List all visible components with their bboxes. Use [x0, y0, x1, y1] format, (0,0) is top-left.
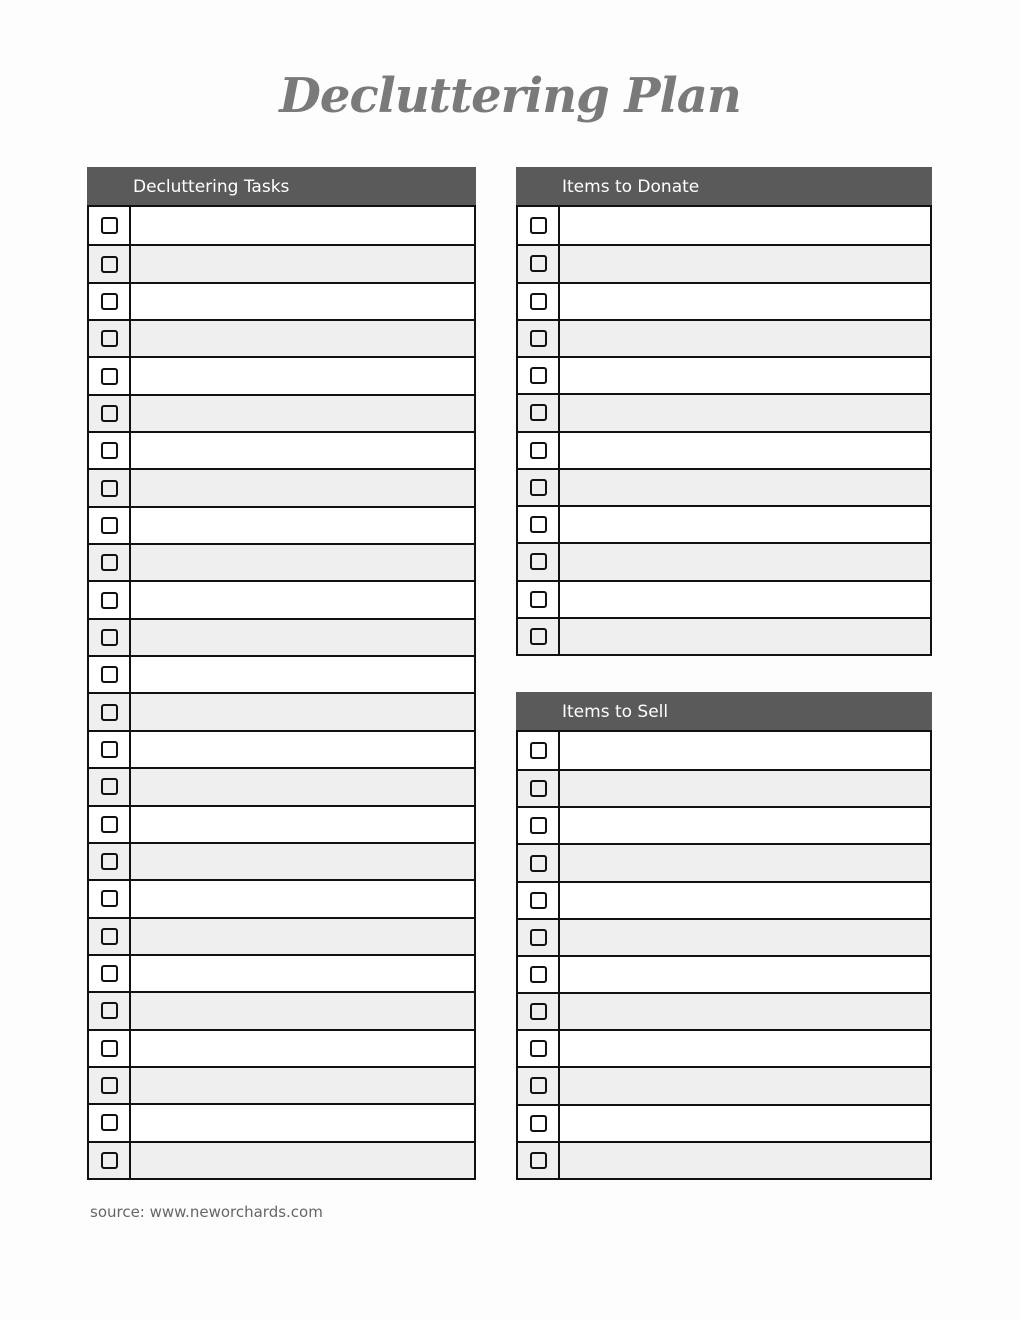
entry-field[interactable]	[560, 1068, 930, 1103]
source-footer: source: www.neworchards.com	[90, 1203, 323, 1221]
checkbox-cell	[89, 321, 131, 356]
table-row	[89, 1103, 474, 1140]
entry-field[interactable]	[560, 395, 930, 430]
checkbox[interactable]	[101, 1040, 118, 1057]
table-row	[518, 244, 930, 281]
table-header: Decluttering Tasks	[87, 167, 476, 205]
checkbox-cell	[518, 207, 560, 244]
entry-field[interactable]	[131, 321, 474, 356]
checkbox-cell	[518, 1068, 560, 1103]
checkbox[interactable]	[530, 516, 547, 533]
checkbox-cell	[89, 358, 131, 393]
entry-field[interactable]	[131, 1143, 474, 1178]
checkbox-cell	[518, 1143, 560, 1178]
table-row	[89, 991, 474, 1028]
checkbox-cell	[518, 358, 560, 393]
table-row	[518, 505, 930, 542]
checkbox-cell	[518, 771, 560, 806]
entry-field[interactable]	[560, 470, 930, 505]
entry-field[interactable]	[560, 284, 930, 319]
table-row	[518, 431, 930, 468]
entry-field[interactable]	[560, 920, 930, 955]
table-row	[518, 806, 930, 843]
checkbox[interactable]	[530, 780, 547, 797]
checkbox[interactable]	[530, 255, 547, 272]
entry-field[interactable]	[131, 582, 474, 617]
checkbox-cell	[518, 395, 560, 430]
table-row	[89, 431, 474, 468]
entry-field[interactable]	[131, 1031, 474, 1066]
checkbox[interactable]	[101, 629, 118, 646]
entry-field[interactable]	[560, 544, 930, 579]
entry-field[interactable]	[560, 957, 930, 992]
checkbox-cell	[89, 1105, 131, 1140]
checkbox[interactable]	[101, 256, 118, 273]
checkbox[interactable]	[101, 368, 118, 385]
entry-field[interactable]	[560, 433, 930, 468]
entry-field[interactable]	[131, 508, 474, 543]
entry-field[interactable]	[131, 657, 474, 692]
checkbox-cell	[89, 881, 131, 916]
entry-field[interactable]	[560, 507, 930, 542]
table-row	[89, 879, 474, 916]
table-row	[89, 917, 474, 954]
table-row	[518, 918, 930, 955]
checkbox[interactable]	[101, 1114, 118, 1131]
checkbox[interactable]	[101, 405, 118, 422]
checkbox-cell	[89, 545, 131, 580]
checkbox[interactable]	[530, 591, 547, 608]
entry-field[interactable]	[131, 694, 474, 729]
checkbox-cell	[89, 508, 131, 543]
checkbox[interactable]	[530, 217, 547, 234]
entry-field[interactable]	[560, 883, 930, 918]
checkbox-cell	[89, 694, 131, 729]
decluttering-tasks-table	[87, 167, 476, 1180]
entry-field[interactable]	[131, 919, 474, 954]
table-row	[89, 543, 474, 580]
checkbox[interactable]	[530, 1003, 547, 1020]
entry-field[interactable]	[560, 732, 930, 769]
entry-field[interactable]	[131, 993, 474, 1028]
table-row	[89, 842, 474, 879]
table-row	[89, 394, 474, 431]
table-row	[89, 207, 474, 244]
entry-field[interactable]	[560, 1143, 930, 1178]
checkbox[interactable]	[101, 741, 118, 758]
entry-field[interactable]	[131, 396, 474, 431]
entry-field[interactable]	[131, 358, 474, 393]
checkbox[interactable]	[530, 367, 547, 384]
checkbox-cell	[89, 284, 131, 319]
entry-field[interactable]	[560, 808, 930, 843]
table-row	[89, 580, 474, 617]
entry-field[interactable]	[131, 1105, 474, 1140]
table-row	[518, 1066, 930, 1103]
entry-field[interactable]	[131, 207, 474, 244]
checkbox-cell	[89, 582, 131, 617]
table-row	[518, 1104, 930, 1141]
table-row	[518, 881, 930, 918]
table-row	[518, 732, 930, 769]
table-row	[89, 1066, 474, 1103]
checkbox[interactable]	[530, 966, 547, 983]
table-row	[518, 356, 930, 393]
checkbox[interactable]	[101, 1077, 118, 1094]
checkbox[interactable]	[530, 892, 547, 909]
table-row	[89, 730, 474, 767]
entry-field[interactable]	[560, 207, 930, 244]
table-row	[89, 655, 474, 692]
checkbox-cell	[518, 845, 560, 880]
checkbox-cell	[518, 883, 560, 918]
checkbox[interactable]	[530, 1152, 547, 1169]
checkbox[interactable]	[101, 666, 118, 683]
table-row	[89, 805, 474, 842]
table-row	[518, 393, 930, 430]
checkbox[interactable]	[530, 330, 547, 347]
entry-field[interactable]	[131, 807, 474, 842]
table-row	[89, 244, 474, 281]
checkbox[interactable]	[530, 628, 547, 645]
checkbox-cell	[89, 844, 131, 879]
checkbox-cell	[518, 732, 560, 769]
checkbox[interactable]	[101, 778, 118, 795]
checkbox-cell	[89, 657, 131, 692]
checkbox[interactable]	[530, 817, 547, 834]
checkbox-cell	[89, 433, 131, 468]
table-row	[518, 282, 930, 319]
checkbox-cell	[518, 321, 560, 356]
checkbox-cell	[89, 769, 131, 804]
checkbox[interactable]	[530, 742, 547, 759]
checkbox-cell	[518, 994, 560, 1029]
checkbox-cell	[518, 433, 560, 468]
checkbox[interactable]	[530, 442, 547, 459]
checkbox[interactable]	[530, 553, 547, 570]
table-header: Items to Donate	[516, 167, 932, 205]
checkbox-cell	[518, 619, 560, 654]
table-row	[89, 692, 474, 729]
entry-field[interactable]	[560, 1031, 930, 1066]
table-row	[518, 207, 930, 244]
table-row	[518, 319, 930, 356]
checkbox-cell	[89, 620, 131, 655]
table-row	[89, 767, 474, 804]
entry-field[interactable]	[560, 994, 930, 1029]
checkbox[interactable]	[530, 479, 547, 496]
checkbox[interactable]	[101, 517, 118, 534]
checkbox[interactable]	[101, 217, 118, 234]
entry-field[interactable]	[131, 246, 474, 281]
checkbox[interactable]	[530, 404, 547, 421]
checkbox[interactable]	[530, 929, 547, 946]
table-row	[89, 468, 474, 505]
entry-field[interactable]	[131, 1068, 474, 1103]
checkbox[interactable]	[530, 1040, 547, 1057]
checkbox-cell	[89, 732, 131, 767]
items-to-sell-table	[516, 692, 932, 1180]
checkbox-cell	[89, 1031, 131, 1066]
checkbox[interactable]	[101, 293, 118, 310]
table-header: Items to Sell	[516, 692, 932, 730]
entry-field[interactable]	[560, 1106, 930, 1141]
checkbox-cell	[518, 808, 560, 843]
entry-field[interactable]	[131, 545, 474, 580]
table-row	[89, 954, 474, 991]
page-title: Decluttering Plan	[279, 68, 741, 124]
checkbox-cell	[89, 956, 131, 991]
checkbox[interactable]	[530, 1115, 547, 1132]
table-row	[518, 955, 930, 992]
checkbox[interactable]	[101, 928, 118, 945]
checkbox-cell	[89, 993, 131, 1028]
items-to-donate-table	[516, 167, 932, 656]
checkbox-cell	[89, 470, 131, 505]
table-row	[518, 542, 930, 579]
entry-field[interactable]	[131, 769, 474, 804]
table-row	[518, 992, 930, 1029]
entry-field[interactable]	[560, 771, 930, 806]
table-row	[89, 618, 474, 655]
entry-field[interactable]	[560, 845, 930, 880]
entry-field[interactable]	[131, 284, 474, 319]
checkbox-cell	[518, 920, 560, 955]
checkbox-cell	[518, 470, 560, 505]
checkbox-cell	[89, 396, 131, 431]
table-row	[89, 319, 474, 356]
checkbox-cell	[89, 919, 131, 954]
checkbox[interactable]	[101, 890, 118, 907]
checkbox[interactable]	[101, 704, 118, 721]
checkbox[interactable]	[101, 554, 118, 571]
table-row	[518, 468, 930, 505]
entry-field[interactable]	[131, 956, 474, 991]
checkbox[interactable]	[101, 965, 118, 982]
checkbox-cell	[89, 1068, 131, 1103]
entry-field[interactable]	[560, 321, 930, 356]
checkbox[interactable]	[101, 592, 118, 609]
checkbox-cell	[89, 807, 131, 842]
checkbox-cell	[518, 582, 560, 617]
checkbox[interactable]	[101, 1002, 118, 1019]
table-row	[518, 617, 930, 654]
checkbox-cell	[518, 1106, 560, 1141]
table-row	[518, 580, 930, 617]
checkbox[interactable]	[101, 442, 118, 459]
checkbox-cell	[518, 957, 560, 992]
checkbox-cell	[518, 507, 560, 542]
checkbox[interactable]	[530, 855, 547, 872]
checkbox-cell	[518, 544, 560, 579]
checkbox-cell	[518, 284, 560, 319]
checkbox[interactable]	[101, 330, 118, 347]
table-row	[518, 769, 930, 806]
table-row	[89, 506, 474, 543]
table-row	[89, 1141, 474, 1178]
table-row	[89, 282, 474, 319]
table-row	[518, 843, 930, 880]
table-row	[89, 356, 474, 393]
checkbox[interactable]	[101, 816, 118, 833]
checkbox-cell	[89, 1143, 131, 1178]
entry-field[interactable]	[131, 732, 474, 767]
checkbox[interactable]	[101, 1152, 118, 1169]
table-row	[518, 1141, 930, 1178]
table-row	[518, 1029, 930, 1066]
checkbox[interactable]	[101, 480, 118, 497]
table-row	[89, 1029, 474, 1066]
entry-field[interactable]	[131, 433, 474, 468]
checkbox[interactable]	[101, 853, 118, 870]
entry-field[interactable]	[560, 358, 930, 393]
entry-field[interactable]	[560, 582, 930, 617]
checkbox-cell	[89, 246, 131, 281]
entry-field[interactable]	[131, 470, 474, 505]
checkbox-cell	[518, 1031, 560, 1066]
checkbox[interactable]	[530, 293, 547, 310]
checkbox-cell	[89, 207, 131, 244]
entry-field[interactable]	[131, 620, 474, 655]
entry-field[interactable]	[560, 246, 930, 281]
entry-field[interactable]	[131, 881, 474, 916]
entry-field[interactable]	[560, 619, 930, 654]
entry-field[interactable]	[131, 844, 474, 879]
checkbox[interactable]	[530, 1077, 547, 1094]
checkbox-cell	[518, 246, 560, 281]
